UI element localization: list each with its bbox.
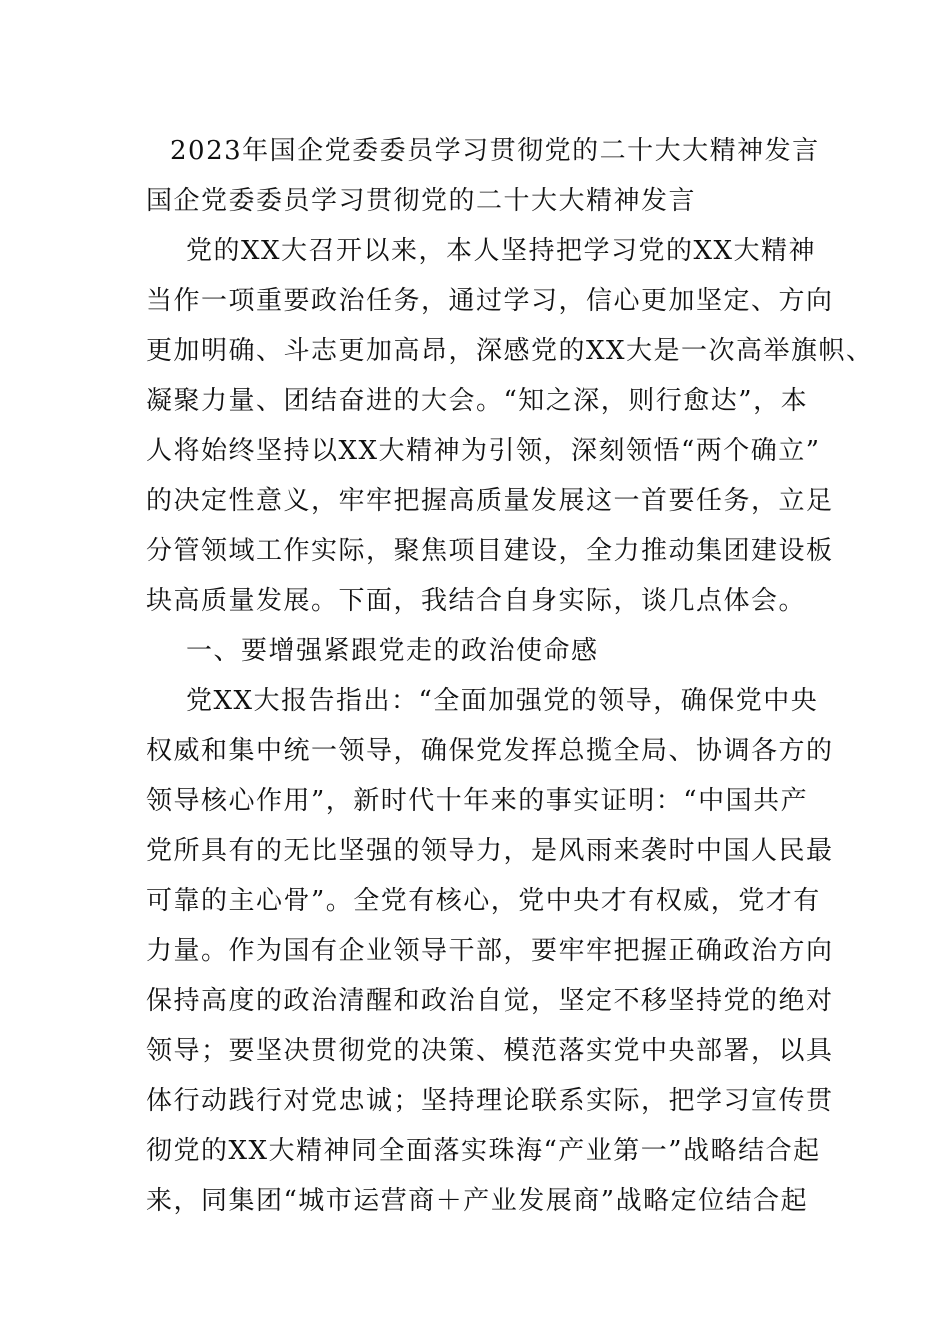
- paragraph-line: 来，同集团“城市运营商＋产业发展商”战略定位结合起: [146, 1186, 809, 1216]
- paragraph-line: 当作一项重要政治任务，通过学习，信心更加坚定、方向: [146, 286, 834, 316]
- paragraph-line: 更加明确、斗志更加高昂，深感党的XX大是一次高举旗帜、: [146, 336, 874, 366]
- paragraph-line: 彻党的XX大精神同全面落实珠海“产业第一”战略结合起: [146, 1136, 821, 1166]
- paragraph-line: 凝聚力量、团结奋进的大会。“知之深，则行愈达”，本: [146, 386, 809, 416]
- document-subtitle: 国企党委委员学习贯彻党的二十大大精神发言: [146, 186, 697, 216]
- section-heading: 一、要增强紧跟党走的政治使命感: [186, 636, 599, 666]
- paragraph-line: 的决定性意义，牢牢把握高质量发展这一首要任务，立足: [146, 486, 834, 516]
- paragraph-line: 块高质量发展。下面，我结合自身实际，谈几点体会。: [146, 586, 807, 616]
- paragraph-line: 保持高度的政治清醒和政治自觉，坚定不移坚持党的绝对: [146, 986, 834, 1016]
- paragraph-line: 党XX大报告指出：“全面加强党的领导，确保党中央: [186, 686, 819, 716]
- paragraph-line: 权威和集中统一领导，确保党发挥总揽全局、协调各方的: [146, 736, 834, 766]
- paragraph-line: 党的XX大召开以来，本人坚持把学习党的XX大精神: [186, 236, 817, 266]
- paragraph-line: 领导；要坚决贯彻党的决策、模范落实党中央部署，以具: [146, 1036, 834, 1066]
- paragraph-line: 党所具有的无比坚强的领导力，是风雨来袭时中国人民最: [146, 836, 834, 866]
- paragraph-line: 可靠的主心骨”。全党有核心，党中央才有权威，党才有: [146, 886, 821, 916]
- paragraph-line: 体行动践行对党忠诚；坚持理论联系实际，把学习宣传贯: [146, 1086, 834, 1116]
- paragraph-line: 分管领域工作实际，聚焦项目建设，全力推动集团建设板: [146, 536, 834, 566]
- document-title: 2023年国企党委委员学习贯彻党的二十大大精神发言: [170, 136, 820, 166]
- paragraph-line: 力量。作为国有企业领导干部，要牢牢把握正确政治方向: [146, 936, 834, 966]
- paragraph-line: 领导核心作用”，新时代十年来的事实证明：“中国共产: [146, 786, 809, 816]
- paragraph-line: 人将始终坚持以XX大精神为引领，深刻领悟“两个确立”: [146, 436, 821, 466]
